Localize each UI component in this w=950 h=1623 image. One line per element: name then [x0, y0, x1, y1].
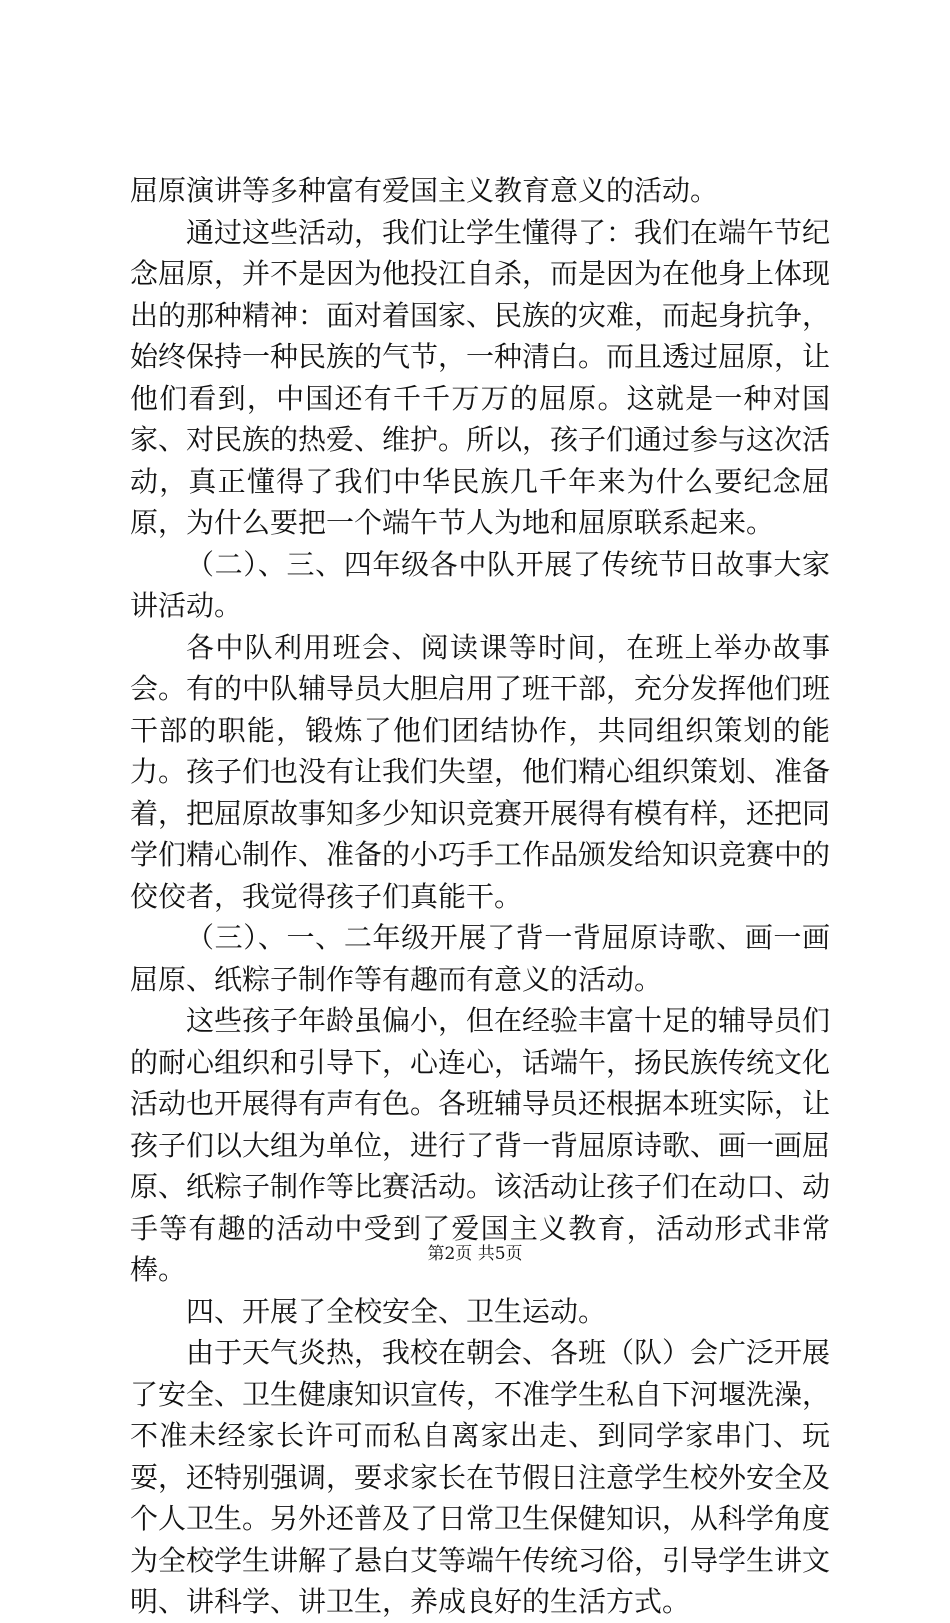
paragraph-story-meeting: 各中队利用班会、阅读课等时间，在班上举办故事会。有的中队辅导员大胆启用了班干部，充分发挥他们班干部的职能，锻炼了他们团结协作，共同组织策划的能力。孩子们也没有让我们失望，他们精心组织策划、准备着，把屈原故事知多少知识竞赛开展得有模有样，还把同学们精心制作、准备的小巧手工作品颁发给知识竞赛中的佼佼者，我觉得孩子们真能干。 — [130, 630, 831, 913]
page-footer — [0, 1242, 950, 1266]
paragraph-activities-meaning: 通过这些活动，我们让学生懂得了：我们在端午节纪念屈原，并不是因为他投江自杀，而是因为在他身上体现出的那种精神：面对着国家、民族的灾难，而起身抗争，始终保持一种民族的气节，一种清白。而且透过屈原，让他们看到，中国还有千千万万的屈原。这就是一种对国家、对民族的热爱、维护。所以，孩子们通过参与这次活动，真正懂得了我们中华民族几千年来为什么要纪念屈原，为什么要把一个端午节人为地和屈原联系起来。 — [130, 215, 831, 539]
paragraph-continuation: 屈原演讲等多种富有爱国主义教育意义的活动。 — [130, 174, 719, 207]
paragraph-young-children: 这些孩子年龄虽偏小，但在经验丰富十足的辅导员们的耐心组织和引导下，心连心，话端午，扬民族传统文化活动也开展得有声有色。各班辅导员还根据本班实际，让孩子们以大组为单位，进行了背一背屈原诗歌、画一画屈原、纸粽子制作等比赛活动。该活动让孩子们在动口、动手等有趣的活动中受到了爱国主义教育，活动形式非常棒。 — [130, 1004, 831, 1286]
paragraph-safety-hygiene: 由于天气炎热，我校在朝会、各班（队）会广泛开展了安全、卫生健康知识宣传，不准学生私自下河堰洗澡，不准未经家长许可而私自离家出走、到同学家串门、玩耍，还特别强调，要求家长在节假日注意学生校外安全及个人卫生。另外还普及了日常卫生保健知识，从科学角度为全校学生讲解了悬白艾等端午传统习俗，引导学生讲文明、讲科学、讲卫生，养成良好的生活方式。 — [130, 1336, 831, 1618]
section-heading-safety-hygiene: 四、开展了全校安全、卫生运动。 — [186, 1294, 607, 1328]
document-body — [130, 170, 830, 1623]
section-heading-grade-3-4: （二）、三、四年级各中队开展了传统节日故事大家讲活动。 — [130, 547, 830, 622]
section-heading-grade-1-2: （三）、一、二年级开展了背一背屈原诗歌、画一画屈原、纸粽子制作等有趣而有意义的活动。 — [130, 921, 830, 996]
page-number-label: 第2页 共5页 — [427, 1244, 523, 1264]
